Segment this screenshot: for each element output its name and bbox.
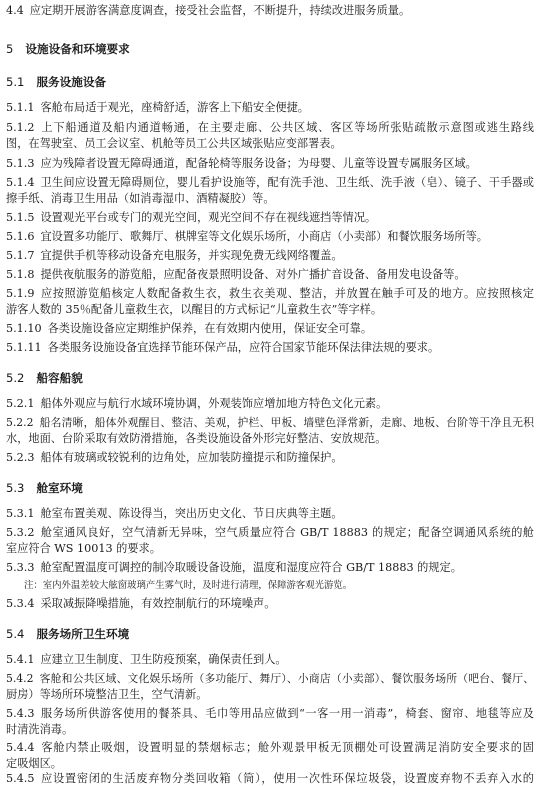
section-5-3-heading: 5.3 舱室环境 <box>6 481 83 495</box>
clause-5-3-4: 5.3.4 采取减振降噪措施，有效控制航行的环境噪声。 <box>6 597 276 610</box>
clause-5-1-11: 5.1.11 各类服务设施设备宜选择节能环保产品，应符合国家节能环保法律法规的要求。 <box>6 341 440 354</box>
clause-5-4-1: 5.4.1 应建立卫生制度、卫生防疫预案，确保责任到人。 <box>6 653 287 666</box>
clause-5-4-2-line-2: 厨房）等场所环境整洁卫生，空气清新。 <box>6 688 208 701</box>
clause-5-3-3: 5.3.3 舱室配置温度可调控的制冷取暖设备设施，温度和湿度应符合 GB/T 18883 的规定。 <box>6 561 462 574</box>
clause-5-3-1: 5.3.1 舱室布置美观、陈设得当，突出历史文化、节日庆典等主题。 <box>6 507 343 520</box>
clause-5-1-3: 5.1.3 应为残障者设置无障碍通道，配备轮椅等服务设备；为母婴、儿童等设置专属服务区域。 <box>6 157 477 170</box>
clause-5-1-9-line-1: 5.1.9 应按照游览船核定人数配备救生衣，救生衣美观、整洁，并放置在触手可及的地方。应按照核定 <box>6 287 534 300</box>
clause-5-4-5-line-1: 5.4.5 应设置密闭的生活废弃物分类回收箱（筒），使用一次性环保垃圾袋，设置废弃物不丢弃入水的 <box>6 772 534 785</box>
clause-5-1-9-line-2: 游客人数的 35％配备儿童救生衣，以醒目的方式标记“儿童救生衣”等字样。 <box>6 303 383 316</box>
clause-5-4-4-line-1: 5.4.4 客舱内禁止吸烟，设置明显的禁烟标志；舱外观景甲板无顶棚处可设置满足消防安全要求的固 <box>6 741 534 754</box>
section-5-2-heading: 5.2 船容船貌 <box>6 371 83 385</box>
clause-5-1-6: 5.1.6 宜设置多功能厅、歌舞厅、棋牌室等文化娱乐场所，小商店（小卖部）和餐饮服务场所等。 <box>6 230 488 243</box>
clause-5-4-3-line-2: 时清洗消毒。 <box>6 723 74 736</box>
clause-5-3-2-line-2: 室应符合 WS 10013 的要求。 <box>6 542 161 555</box>
clause-5-1-10: 5.1.10 各类设施设备应定期维护保养，在有效期内使用，保证安全可靠。 <box>6 322 373 335</box>
clause-4-4: 4.4 应定期开展游客满意度调查，接受社会监督，不断提升，持续改进服务质量。 <box>6 4 411 17</box>
clause-5-3-3-note: 注：室内外温差较大舷窗玻璃产生雾气时，及时进行清理，保障游客观光游览。 <box>24 580 353 591</box>
clause-5-1-4-line-2: 擦手纸、消毒卫生用品（如消毒湿巾、酒精凝胶）等。 <box>6 192 275 205</box>
clause-5-1-2-line-1: 5.1.2 上下船通道及船内通道畅通，在主要走廊、公共区域、客区等场所张贴疏散示意图或逃生路线 <box>6 121 534 134</box>
section-5-4-heading: 5.4 服务场所卫生环境 <box>6 627 130 641</box>
clause-5-4-4-line-2: 定吸烟区。 <box>6 757 62 770</box>
clause-5-2-2-line-1: 5.2.2 船名清晰，船体外观醒目、整洁、美观，护栏、甲板、墙壁色泽常新，走廊、地板、台阶等干净且无积 <box>6 416 534 429</box>
section-5-1-heading: 5.1 服务设施设备 <box>6 75 107 89</box>
clause-5-4-2-line-1: 5.4.2 客舱和公共区域、文化娱乐场所（多功能厅、舞厅）、小商店（小卖部）、餐饮服务场所（吧台、餐厅、 <box>6 672 534 685</box>
clause-5-1-4-line-1: 5.1.4 卫生间应设置无障碍厕位，婴儿看护设施等，配有洗手池、卫生纸、洗手液（皂）、镜子、干手器或 <box>6 176 534 189</box>
section-5-heading: 5 设施设备和环境要求 <box>6 42 130 56</box>
clause-5-1-2-line-2: 图，在驾驶室、员工会议室、机舱等员工公共区域张贴应变部署表。 <box>6 137 342 150</box>
clause-5-4-3-line-1: 5.4.3 服务场所供游客使用的餐茶具、毛巾等用品应做到“一客一用一消毒”，椅套、窗帘、地毯等应及 <box>6 707 534 720</box>
clause-5-1-7: 5.1.7 宜提供手机等移动设备充电服务，并实现免费无线网络覆盖。 <box>6 249 343 262</box>
clause-5-2-2-line-2: 水，地面、台阶采取有效防滑措施，各类设施设备外形完好整洁、安放规范。 <box>6 432 387 445</box>
clause-5-3-2-line-1: 5.3.2 舱室通风良好，空气清新无异味，空气质量应符合 GB/T 18883 的规定；配备空调通风系统的舱 <box>6 526 534 539</box>
clause-5-1-5: 5.1.5 设置观光平台或专门的观光空间，观光空间不存在视线遮挡等情况。 <box>6 211 377 224</box>
clause-5-2-3: 5.2.3 船体有玻璃或较锐利的边角处，应加装防撞提示和防撞保护。 <box>6 451 343 464</box>
clause-5-1-1: 5.1.1 客舱布局适于观光，座椅舒适，游客上下船安全便捷。 <box>6 101 309 114</box>
clause-5-2-1: 5.2.1 船体外观应与航行水域环境协调，外观装饰应增加地方特色文化元素。 <box>6 397 388 410</box>
clause-5-1-8: 5.1.8 提供夜航服务的游览船，应配备夜景照明设备、对外广播扩音设备、备用发电设备等。 <box>6 268 466 281</box>
